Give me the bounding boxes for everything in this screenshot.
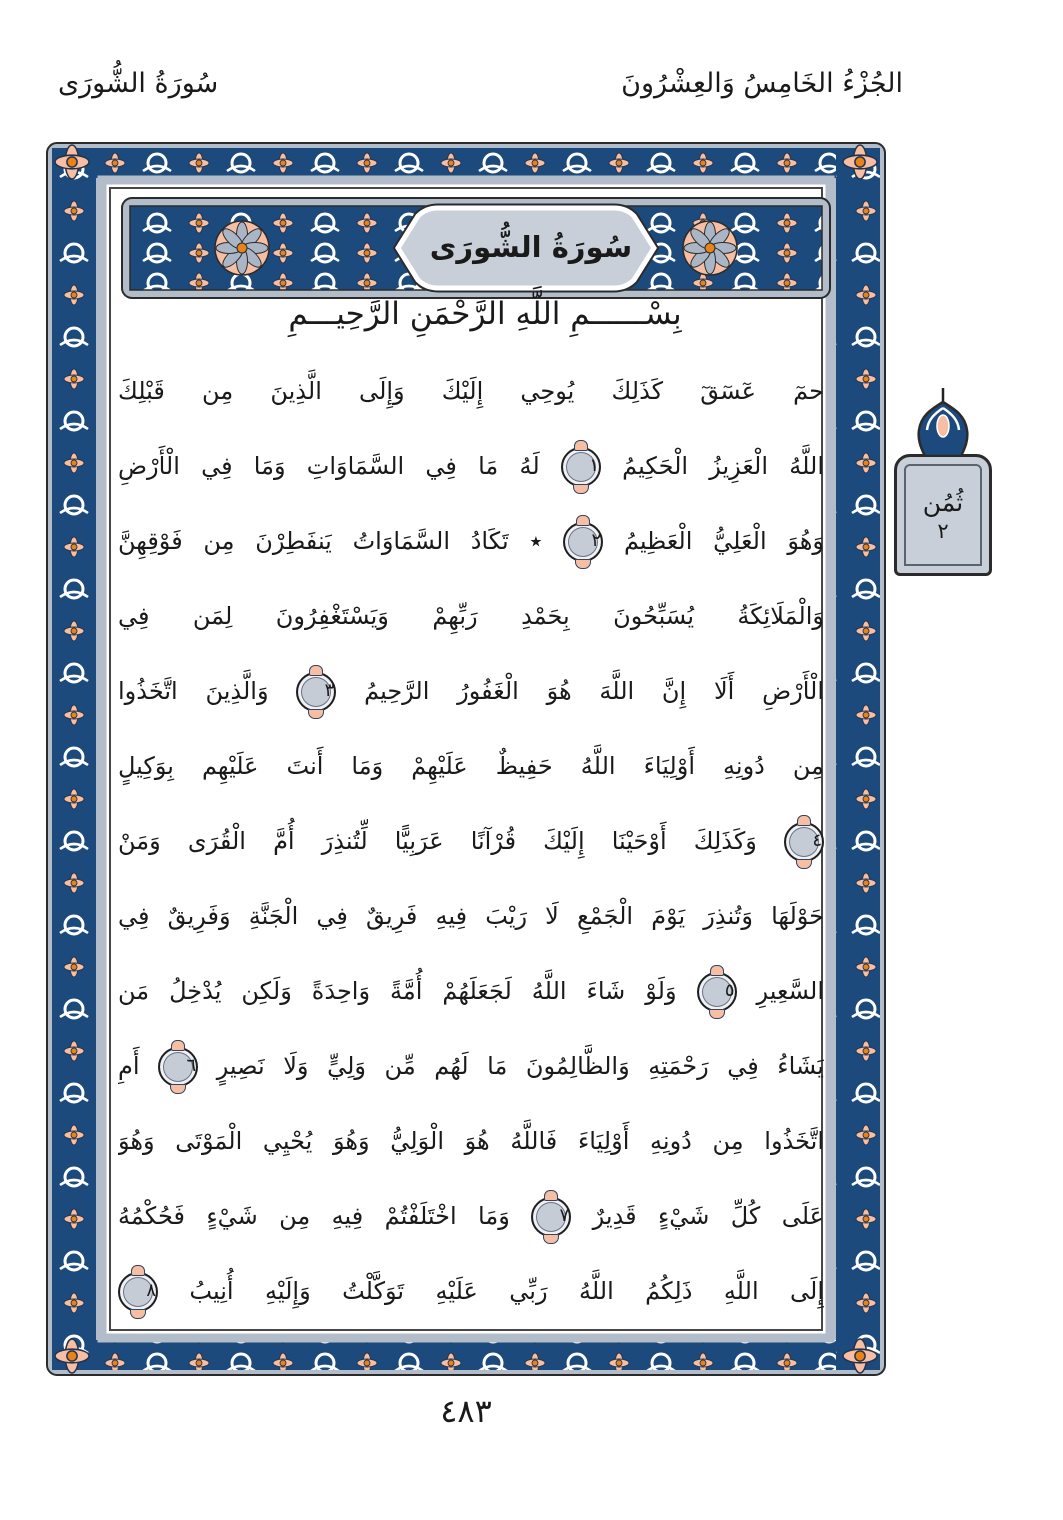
verse-number-marker: ١ [561, 447, 601, 487]
quran-line [118, 954, 824, 1029]
thumn-badge [894, 388, 992, 576]
ayah-text: اتَّخَذُوا مِن دُونِهِ أَوْلِيَاءَ فَاللَّهُ هُوَ الْوَلِيُّ وَهُوَ يُحْيِي الْمَوْتَى وَهُوَ [118, 1127, 824, 1155]
quran-line [118, 1254, 824, 1329]
ayah-text: حمٓ عٓسٓقٓ كَذَلِكَ يُوحِي إِلَيْكَ وَإِلَى الَّذِينَ مِن قَبْلِكَ [118, 377, 824, 405]
banner-rosette-icon [683, 221, 737, 275]
ayah-text: إِلَى اللَّهِ ذَلِكُمُ اللَّهُ رَبِّي عَلَيْهِ تَوَكَّلْتُ وَإِلَيْهِ أُنِيبُ [189, 1277, 824, 1305]
verse-number-marker: ٥ [697, 972, 737, 1012]
ayah-text: السَّعِيرِ [756, 977, 824, 1005]
thumn-plaque [894, 454, 992, 576]
ayah-text: أَمِ [118, 1052, 140, 1080]
quran-line [118, 879, 824, 954]
ayah-text: لَهُ مَا فِي السَّمَاوَاتِ وَمَا فِي الْأَرْضِ [118, 452, 540, 480]
ayah-text: وَهُوَ الْعَلِيُّ الْعَظِيمُ [623, 527, 824, 555]
quran-line [118, 354, 824, 429]
ayah-text: وَكَذَلِكَ أَوْحَيْنَا إِلَيْكَ قُرْآنًا عَرَبِيًّا لِّتُنذِرَ أُمَّ الْقُرَى وَمَنْ [118, 827, 757, 855]
ayah-text: وَالْمَلَائِكَةُ يُسَبِّحُونَ بِحَمْدِ رَبِّهِمْ وَيَسْتَغْفِرُونَ لِمَن فِي [118, 602, 824, 630]
bismillah: بِسْــــــمِ اللَّهِ الرَّحْمَنِ الرَّحِيـــمِ [288, 296, 682, 332]
ayah-text: وَلَوْ شَاءَ اللَّهُ لَجَعَلَهُمْ أُمَّةً وَاحِدَةً وَلَكِن يُدْخِلُ مَن [118, 977, 677, 1005]
verse-number-marker: ٤ [784, 822, 824, 862]
ayah-text: اللَّهُ الْعَزِيزُ الْحَكِيمُ [622, 452, 824, 480]
quran-line [118, 654, 824, 729]
page-number: ٤٨٣ [440, 1392, 492, 1430]
quran-lines [118, 354, 824, 1329]
header-juz-title: الجُزْءُ الخَامِسُ وَالعِشْرُونَ [621, 68, 903, 99]
quran-line [118, 429, 824, 504]
verse-number-marker: ٧ [531, 1197, 571, 1237]
quran-line [118, 729, 824, 804]
header-surah-name: سُورَةُ الشُّورَى [58, 68, 219, 99]
ayah-text: وَمَا اخْتَلَفْتُمْ فِيهِ مِن شَيْءٍ فَحُكْمُهُ [118, 1202, 510, 1230]
banner-rosette-icon [215, 221, 269, 275]
ayah-text: حَوْلَهَا وَتُنذِرَ يَوْمَ الْجَمْعِ لَا رَيْبَ فِيهِ فَرِيقٌ فِي الْجَنَّةِ وَفَرِيقٌ فِي [118, 902, 824, 930]
quran-line [118, 1104, 824, 1179]
quran-line [118, 1029, 824, 1104]
ayah-text: عَلَى كُلِّ شَيْءٍ قَدِيرٌ [592, 1202, 824, 1230]
ayah-text: وَالَّذِينَ اتَّخَذُوا [118, 677, 269, 705]
thumn-label: ثُمُن [922, 487, 964, 517]
ayah-text: مِن دُونِهِ أَوْلِيَاءَ اللَّهُ حَفِيظٌ عَلَيْهِمْ وَمَا أَنتَ عَلَيْهِم بِوَكِيلٍ [118, 752, 824, 780]
quran-line [118, 579, 824, 654]
quran-line [118, 504, 824, 579]
verse-number-marker: ٨ [118, 1272, 158, 1312]
ayah-text: يَشَاءُ فِي رَحْمَتِهِ وَالظَّالِمُونَ مَا لَهُم مِّن وَلِيٍّ وَلَا نَصِيرٍ [216, 1052, 824, 1080]
verse-number-marker: ٦ [158, 1047, 198, 1087]
thumn-crown-icon [894, 388, 992, 456]
thumn-number: ٢ [937, 518, 949, 543]
ayah-text: ٭ تَكَادُ السَّمَاوَاتُ يَنفَطِرْنَ مِن فَوْقِهِنَّ [118, 527, 543, 555]
ayah-text: الْأَرْضِ أَلَا إِنَّ اللَّهَ هُوَ الْغَفُورُ الرَّحِيمُ [364, 677, 824, 705]
quran-line [118, 804, 824, 879]
surah-title: سُورَةُ الشُّورَى [429, 230, 633, 264]
quran-line [118, 1179, 824, 1254]
verse-number-marker: ٣ [296, 672, 336, 712]
verse-number-marker: ٢ [563, 522, 603, 562]
